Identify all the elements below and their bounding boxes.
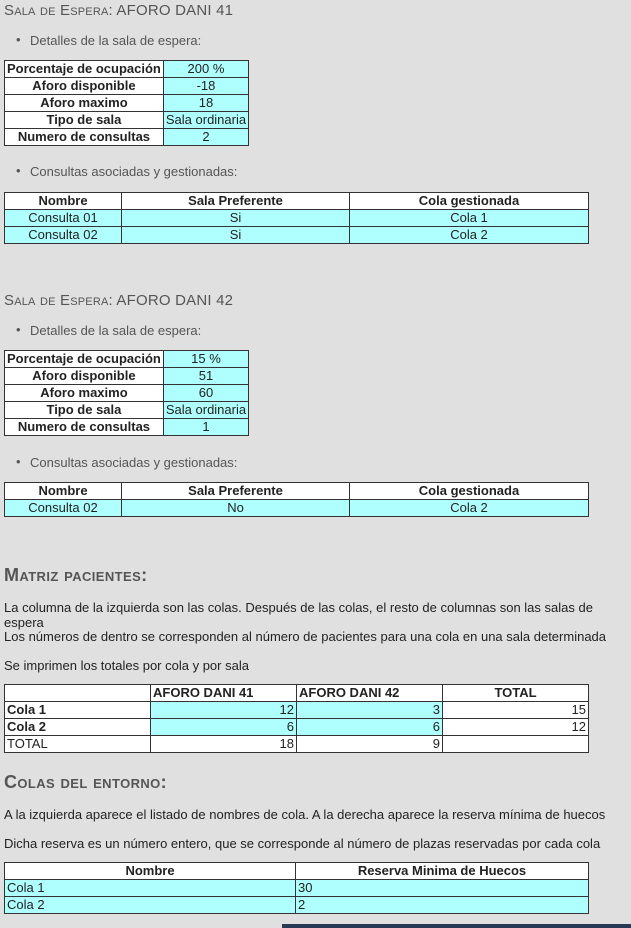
table-row [5,368,249,385]
detalle-value: Sala ordinaria [163,112,248,129]
detalles-table [4,60,249,146]
column-header: Nombre [5,193,122,210]
matriz-paragraph: Se imprimen los totales por cola y por sala [4,658,249,673]
column-header: Cola gestionada [350,483,589,500]
table-row [5,385,249,402]
table-cell: 12 [151,702,297,719]
detalle-label: Porcentaje de ocupación [5,351,164,368]
table-row [5,719,589,736]
column-header: Cola gestionada [350,193,589,210]
column-header: Nombre [5,483,122,500]
consultas-bullet: • Consultas asociadas y gestionadas: [30,164,237,179]
table-row [5,95,249,112]
bottom-edge-bar [282,924,631,928]
detalles-table [4,350,249,436]
table-cell: Consulta 02 [5,227,122,244]
consultas-bullet: • Consultas asociadas y gestionadas: [30,455,237,470]
detalle-value: Sala ordinaria [163,402,248,419]
detalle-value: 2 [163,129,248,146]
table-row [5,880,589,897]
table-cell: 3 [297,702,443,719]
detalle-label: Porcentaje de ocupación [5,61,164,78]
table-cell: Cola 1 [5,880,296,897]
detalles-bullet: • Detalles de la sala de espera: [30,33,201,48]
table-header-row [5,685,589,702]
grand-total [443,736,589,753]
table-row [5,702,589,719]
table-row [5,210,589,227]
table-cell: Cola 2 [350,227,589,244]
table-header-row [5,483,589,500]
table-row [5,897,589,914]
table-cell: Cola 1 [350,210,589,227]
column-header: TOTAL [443,685,589,702]
detalle-label: Aforo maximo [5,95,164,112]
detalle-value: -18 [163,78,248,95]
row-total: 12 [443,719,589,736]
table-cell: 2 [296,897,589,914]
detalles-bullet: • Detalles de la sala de espera: [30,323,201,338]
matriz-table [4,684,589,753]
table-row [5,351,249,368]
matriz-paragraph: La columna de la izquierda son las colas. Después de las colas, el resto de columnas son las salas de espera [4,600,593,630]
matriz-paragraph: Los números de dentro se corresponden al número de pacientes para una cola en una sala determinada [4,629,607,644]
row-label: Cola 1 [5,702,151,719]
column-total: 18 [151,736,297,753]
row-label: TOTAL [5,736,151,753]
column-header: AFORO DANI 42 [297,685,443,702]
table-cell: Cola 2 [5,897,296,914]
colas-paragraph: Dicha reserva es un número entero, que se corresponde al número de plazas reservadas por cada cola [4,836,601,851]
table-row [5,61,249,78]
colas-heading: Colas del entorno: [4,772,168,792]
sala-heading: Sala de Espera: AFORO DANI 41 [4,2,234,19]
consultas-table [4,482,589,517]
table-row [5,419,249,436]
column-header: Sala Preferente [122,193,350,210]
row-total: 15 [443,702,589,719]
column-header: AFORO DANI 41 [151,685,297,702]
detalle-value: 200 % [163,61,248,78]
detalle-label: Aforo disponible [5,368,164,385]
table-row [5,736,589,753]
column-header: Reserva Minima de Huecos [296,863,589,880]
table-row [5,500,589,517]
detalle-label: Numero de consultas [5,419,164,436]
detalle-value: 51 [163,368,248,385]
consultas-table [4,192,589,244]
table-row [5,227,589,244]
detalle-label: Tipo de sala [5,112,164,129]
table-cell: No [122,500,350,517]
table-row [5,78,249,95]
detalle-label: Aforo maximo [5,385,164,402]
detalle-label: Tipo de sala [5,402,164,419]
detalle-value: 18 [163,95,248,112]
table-cell: Si [122,210,350,227]
matriz-heading: Matriz pacientes: [4,565,148,585]
table-header-row [5,863,589,880]
detalle-label: Numero de consultas [5,129,164,146]
detalle-label: Aforo disponible [5,78,164,95]
detalle-value: 15 % [163,351,248,368]
table-cell: 6 [151,719,297,736]
detalle-value: 1 [163,419,248,436]
column-header [5,685,151,702]
colas-table [4,862,589,914]
column-total: 9 [297,736,443,753]
table-header-row [5,193,589,210]
column-header: Nombre [5,863,296,880]
row-label: Cola 2 [5,719,151,736]
table-row [5,402,249,419]
table-cell: Si [122,227,350,244]
table-cell: Consulta 02 [5,500,122,517]
table-cell: Consulta 01 [5,210,122,227]
table-row [5,112,249,129]
detalle-value: 60 [163,385,248,402]
table-cell: 6 [297,719,443,736]
table-cell: Cola 2 [350,500,589,517]
colas-paragraph: A la izquierda aparece el listado de nombres de cola. A la derecha aparece la reserva mínima de huecos [4,807,606,822]
column-header: Sala Preferente [122,483,350,500]
table-row [5,129,249,146]
table-cell: 30 [296,880,589,897]
sala-heading: Sala de Espera: AFORO DANI 42 [4,292,234,309]
